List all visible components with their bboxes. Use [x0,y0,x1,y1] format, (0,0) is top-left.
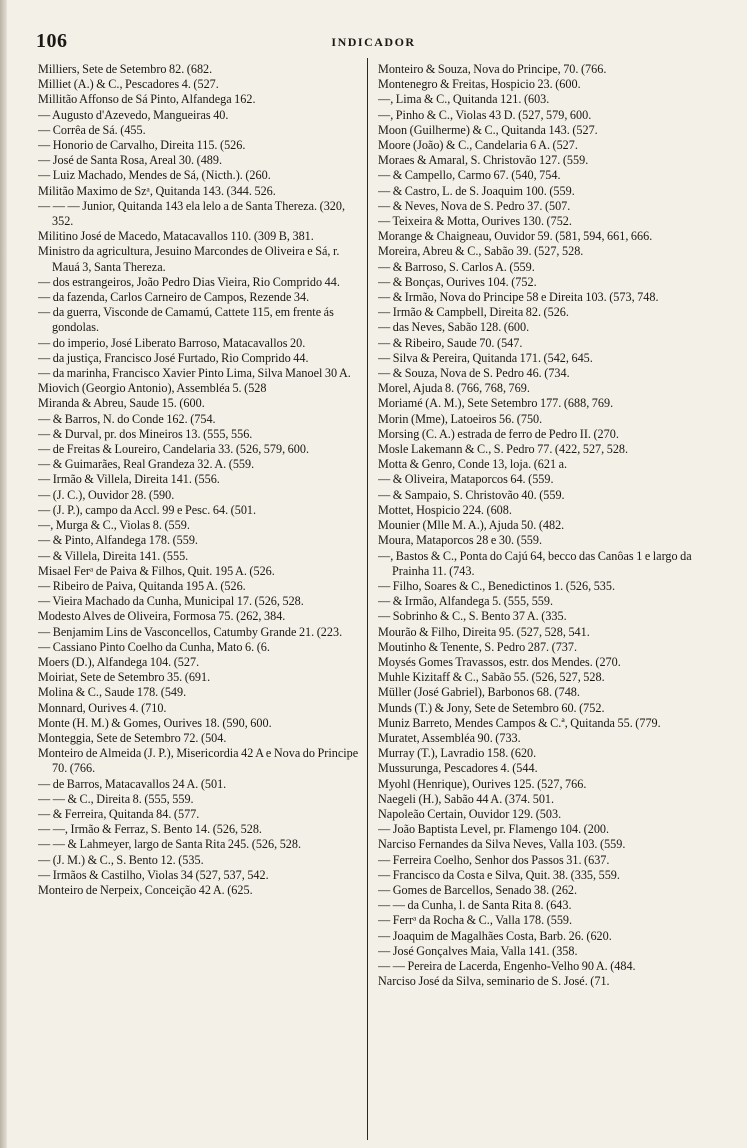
directory-entry: — Irmãos & Castilho, Violas 34 (527, 537, 542. [38,867,269,882]
directory-entry: Mounier (Mlle M. A.), Ajuda 50. (482. [378,518,565,533]
directory-entry: Narciso Fernandes da Silva Neves, Valla 103. (559. [378,837,626,852]
directory-entry: Morin (Mme), Latoeiros 56. (750. [378,411,543,426]
directory-entry: Myohl (Henrique), Ourives 125. (527, 766. [378,776,587,791]
directory-entry: Militão Maximo de Szᵃ, Quitanda 143. (344. 526. [38,183,276,198]
directory-entry: Naegeli (H.), Sabão 44 A. (374. 501. [378,791,555,806]
directory-entry: Monteiro & Souza, Nova do Principe, 70. (766. [378,62,607,76]
directory-entry: Moriamé (A. M.), Sete Setembro 177. (688, 769. [378,396,614,411]
directory-entry: Muniz Barreto, Mendes Campos & C.ª, Quitanda 55. (779. [378,715,661,730]
directory-entry: — Corrêa de Sá. (455. [38,122,146,137]
directory-entry: — — — Junior, Quitanda 143 ela lelo a de Santa Thereza. (320, 352. [38,198,346,229]
directory-entry: — & Oliveira, Mataporcos 64. (559. [378,472,554,487]
binding-edge [0,0,7,1148]
directory-entry: — Sobrinho & C., S. Bento 37 A. (335. [378,609,567,624]
directory-entry: — & Sampaio, S. Christovão 40. (559. [378,487,565,502]
directory-entry: — & Castro, L. de S. Joaquim 100. (559. [378,183,575,198]
directory-entry: Mussurunga, Pescadores 4. (544. [378,761,538,776]
directory-entry: — Ferrᵃ da Rocha & C., Valla 178. (559. [378,913,573,928]
directory-entry: — das Neves, Sabão 128. (600. [378,320,530,335]
directory-entry: — Silva & Pereira, Quitanda 171. (542, 645. [378,350,593,365]
directory-entry: Moreira, Abreu & C., Sabão 39. (527, 528. [378,244,584,259]
directory-entry: — Luiz Machado, Mendes de Sá, (Nicth.). (260. [38,168,271,183]
directory-entry: — (J. P.), campo da Accl. 99 e Pesc. 64. (501. [38,502,257,517]
directory-entry: — Ribeiro de Paiva, Quitanda 195 A. (526. [38,578,246,593]
directory-entry: Napoleão Certain, Ouvidor 129. (503. [378,806,562,821]
running-head: INDICADOR [331,35,416,49]
directory-entry: Monteiro de Nerpeix, Conceição 42 A. (625. [38,882,253,897]
directory-entry: — de Barros, Matacavallos 24 A. (501. [38,776,227,791]
directory-entry: Moysés Gomes Travassos, estr. dos Mendes. (270. [378,654,621,669]
directory-entry: — & Ribeiro, Saude 70. (547. [378,335,523,350]
directory-entry: Moura, Mataporcos 28 e 30. (559. [378,533,543,548]
directory-entry: — & Barros, N. do Conde 162. (754. [38,411,216,426]
directory-entry: Moutinho & Tenente, S. Pedro 287. (737. [378,639,578,654]
directory-entry: — & Guimarães, Real Grandeza 32. A. (559. [38,457,255,472]
directory-entry: — (J. M.) & C., S. Bento 12. (535. [38,852,204,867]
directory-entry: Monte (H. M.) & Gomes, Ourives 18. (590, 600. [38,715,272,730]
directory-entry: Mottet, Hospicio 224. (608. [378,502,512,517]
directory-entry: — da fazenda, Carlos Carneiro de Campos, Rezende 34. [38,290,310,305]
directory-entry: — Benjamim Lins de Vasconcellos, Catumby Grande 21. (223. [38,624,343,639]
directory-entry: Militino José de Macedo, Matacavallos 110. (309 B, 381. [38,229,314,244]
directory-entry: — Honorio de Carvalho, Direita 115. (526. [38,138,246,153]
directory-entry: — — Pereira de Lacerda, Engenho-Velho 90 A. (484. [378,958,636,973]
directory-entry: Murray (T.), Lavradio 158. (620. [378,746,537,761]
directory-entry: Morange & Chaigneau, Ouvidor 59. (581, 594, 661, 666. [378,229,653,244]
directory-entry: — Ferreira Coelho, Senhor dos Passos 31. (637. [378,852,610,867]
directory-entry: Muratet, Assembléa 90. (733. [378,730,521,745]
directory-entry: Montenegro & Freitas, Hospicio 23. (600. [378,77,581,92]
directory-entry: — & Campello, Carmo 67. (540, 754. [378,168,561,183]
directory-entry: Milliers, Sete de Setembro 82. (682. [38,62,213,76]
directory-entry: — & Ferreira, Quitanda 84. (577. [38,806,200,821]
directory-entry: — & Pinto, Alfandega 178. (559. [38,533,198,548]
directory-entry: — Joaquim de Magalhães Costa, Barb. 26. (620. [378,928,612,943]
directory-entry: — Teixeira & Motta, Ourives 130. (752. [378,214,572,229]
column-divider [367,58,368,1140]
directory-entry: — da justiça, Francisco José Furtado, Rio Comprido 44. [38,350,309,365]
directory-entry: — Francisco da Costa e Silva, Quit. 38. (335, 559. [378,867,620,882]
directory-entry: — (J. C.), Ouvidor 28. (590. [38,487,175,502]
directory-entry: Monnard, Ourives 4. (710. [38,700,167,715]
directory-entry: Monteggia, Sete de Setembro 72. (504. [38,730,227,745]
directory-entry: Monteiro de Almeida (J. P.), Misericordia 42 A e Nova do Principe 70. (766. [38,746,359,776]
directory-entry: — & Neves, Nova de S. Pedro 37. (507. [378,198,571,213]
directory-entry: Molina & C., Saude 178. (549. [38,685,187,700]
directory-entry: Miovich (Georgio Antonio), Assembléa 5. (528 [38,381,267,396]
directory-entry: — Filho, Soares & C., Benedictinos 1. (526, 535. [378,578,616,593]
directory-entry: — — & Lahmeyer, largo de Santa Rita 245. (526, 528. [38,837,302,852]
right-column [378,62,723,1142]
directory-entry: — & Durval, pr. dos Mineiros 13. (555, 556. [38,426,253,441]
directory-entry: Moore (João) & C., Candelaria 6 A. (527. [378,138,578,153]
directory-entry: — Irmão & Campbell, Direita 82. (526. [378,305,569,320]
directory-entry: — & Villela, Direita 141. (555. [38,548,189,563]
directory-entry: Muhle Kizitaff & C., Sabão 55. (526, 527, 528. [378,670,605,685]
directory-entry: Miranda & Abreu, Saude 15. (600. [38,396,205,411]
page-header [0,30,747,54]
directory-entry: — & Bonças, Ourives 104. (752. [378,274,537,289]
directory-entry: — da guerra, Visconde de Camamú, Cattete 115, em frente ás gondolas. [38,305,334,335]
directory-entry: Modesto Alves de Oliveira, Formosa 75. (262, 384. [38,609,286,624]
directory-entry: — Gomes de Barcellos, Senado 38. (262. [378,882,578,897]
directory-entry: Moon (Guilherme) & C., Quitanda 143. (527. [378,122,598,137]
directory-entry: — dos estrangeiros, João Pedro Dias Vieira, Rio Comprido 44. [38,274,340,289]
directory-entry: Mourão & Filho, Direita 95. (527, 528, 541. [378,624,590,639]
directory-entry: — Cassiano Pinto Coelho da Cunha, Mato 6. (6. [38,639,270,654]
directory-entry: Moiriat, Sete de Setembro 35. (691. [38,670,211,685]
directory-entry: Milliet (A.) & C., Pescadores 4. (527. [38,77,219,92]
directory-entry: Moraes & Amaral, S. Christovão 127. (559. [378,153,589,168]
directory-entry: Müller (José Gabriel), Barbonos 68. (748. [378,685,580,700]
directory-entry: Misael Ferᵃ de Paiva & Filhos, Quit. 195 A. (526. [38,563,275,578]
directory-entry: — José de Santa Rosa, Areal 30. (489. [38,153,223,168]
directory-entry: — João Baptista Level, pr. Flamengo 104. (200. [378,822,610,837]
directory-entry: — — & C., Direita 8. (555, 559. [38,791,194,806]
directory-entry: Narciso José da Silva, seminario de S. José. (71. [378,974,610,989]
directory-entry: —, Pinho & C., Violas 43 D. (527, 579, 600. [378,107,592,122]
directory-entry: — —, Irmão & Ferraz, S. Bento 14. (526, 528. [38,822,262,837]
directory-entry: — — da Cunha, l. de Santa Rita 8. (643. [378,898,572,913]
directory-entry: —, Bastos & C., Ponta do Cajú 64, becco das Canôas 1 e largo da Prainha 11. (743. [378,548,692,578]
directory-entry: Mosle Lakemann & C., S. Pedro 77. (422, 527, 528. [378,442,629,457]
directory-entry: — & Souza, Nova de S. Pedro 46. (734. [378,366,570,381]
directory-entry: — da marinha, Francisco Xavier Pinto Lima, Silva Manoel 30 A. [38,366,351,381]
directory-entry: Morel, Ajuda 8. (766, 768, 769. [378,381,530,396]
directory-entry: — de Freitas & Loureiro, Candelaria 33. (526, 579, 600. [38,442,310,457]
directory-entry: Ministro da agricultura, Jesuino Marcondes de Oliveira e Sá, r. Mauá 3, Santa Thereza. [38,244,340,274]
directory-entry: — Augusto d'Azevedo, Mangueiras 40. [38,107,229,122]
directory-entry: — & Irmão, Nova do Principe 58 e Direita 103. (573, 748. [378,290,659,305]
directory-entry: —, Lima & C., Quitanda 121. (603. [378,92,550,107]
directory-entry: — Vieira Machado da Cunha, Municipal 17. (526, 528. [38,594,304,609]
directory-entry: Moers (D.), Alfandega 104. (527. [38,654,200,669]
directory-entry: Millitão Affonso de Sá Pinto, Alfandega 162. [38,92,256,107]
directory-entry: — & Irmão, Alfandega 5. (555, 559. [378,594,554,609]
directory-entry: —, Murga & C., Violas 8. (559. [38,518,190,533]
directory-entry: Munds (T.) & Jony, Sete de Setembro 60. (752. [378,700,605,715]
page-number: 106 [36,30,68,52]
directory-entry: — Irmão & Villela, Direita 141. (556. [38,472,220,487]
left-column [38,62,360,1142]
directory-entry: — & Barroso, S. Carlos A. (559. [378,259,535,274]
directory-entry: Motta & Genro, Conde 13, loja. (621 a. [378,457,568,472]
directory-entry: — José Gonçalves Maia, Valla 141. (358. [378,943,578,958]
directory-entry: — do imperio, José Liberato Barroso, Matacavallos 20. [38,335,306,350]
directory-entry: Morsing (C. A.) estrada de ferro de Pedro II. (270. [378,426,619,441]
